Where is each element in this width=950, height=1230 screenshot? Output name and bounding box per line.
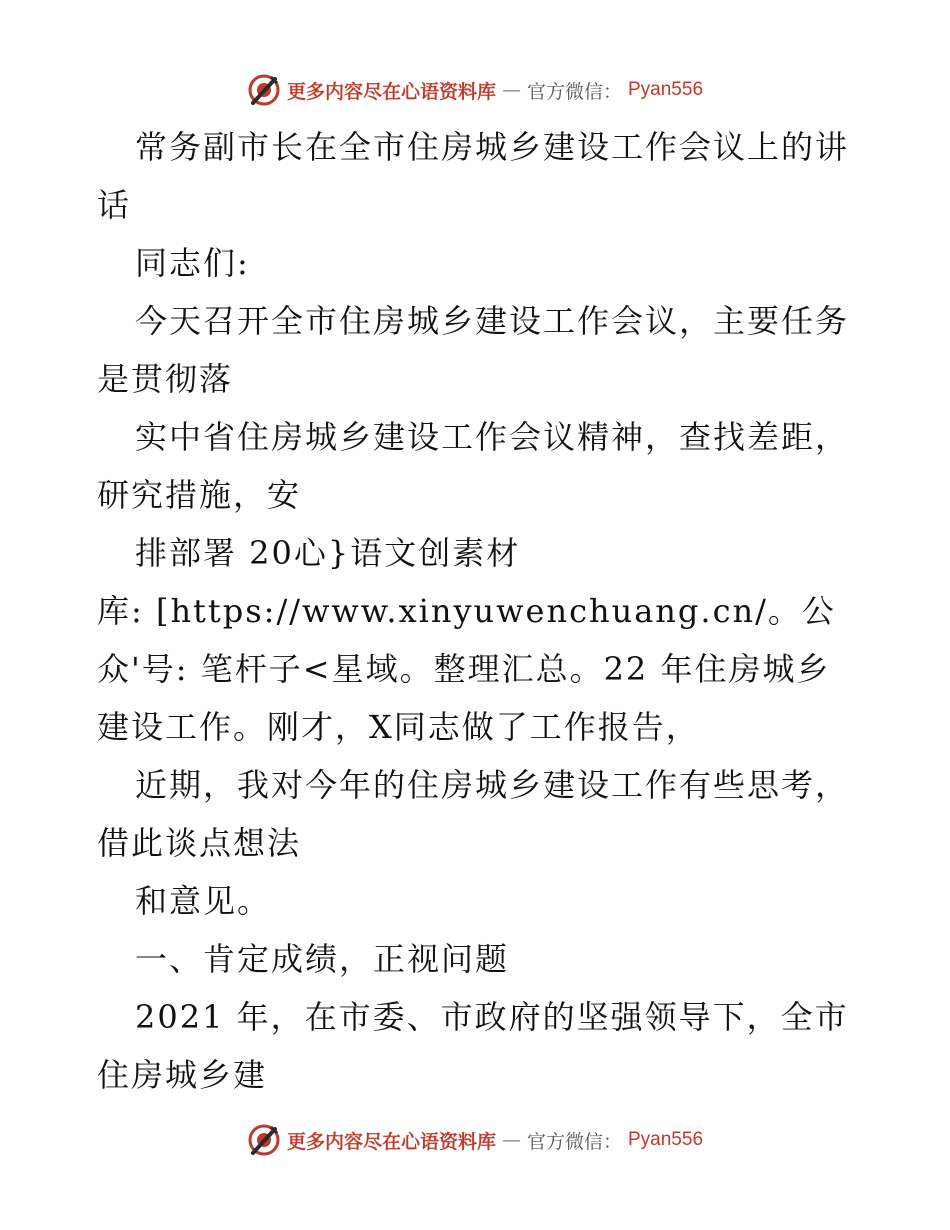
doc-paragraph-line: 是贯彻落	[97, 360, 234, 398]
banner-wechat-label: 官方微信：	[526, 1130, 622, 1153]
doc-paragraph-line: 2021 年，在市委、市政府的坚强领导下，全市	[135, 998, 849, 1036]
doc-paragraph-line: 住房城乡建	[97, 1056, 268, 1094]
doc-paragraph-line: 实中省住房城乡建设工作会议精神，查找差距，	[135, 418, 850, 456]
doc-salutation: 同志们:	[135, 244, 250, 282]
doc-title-line: 常务副市长在全市住房城乡建设工作会议上的讲	[135, 128, 850, 166]
banner-wechat-id: Pyan556	[628, 79, 704, 100]
footer-banner	[0, 1120, 950, 1160]
doc-paragraph-line: 今天召开全市住房城乡建设工作会议，主要任务	[135, 302, 850, 340]
doc-section-heading: 一、肯定成绩，正视问题	[135, 940, 510, 978]
pen-logo-icon	[247, 1123, 281, 1157]
banner-brand-text: 更多内容尽在心语资料库	[286, 80, 496, 103]
banner-brand-text: 更多内容尽在心语资料库	[286, 1130, 496, 1153]
banner-dash: —	[501, 79, 521, 101]
doc-paragraph-line: 近期，我对今年的住房城乡建设工作有些思考，	[135, 766, 850, 804]
doc-title-line: 话	[97, 186, 132, 224]
banner-wechat-id: Pyan556	[628, 1129, 704, 1150]
document-body	[97, 118, 857, 1104]
doc-paragraph-line: 库: [https://www.xinyuwenchuang.cn/。公	[97, 592, 836, 630]
pen-logo-icon	[247, 73, 281, 107]
doc-paragraph-line: 借此谈点想法	[97, 824, 302, 862]
header-banner	[0, 70, 950, 110]
doc-paragraph-line: 研究措施，安	[97, 476, 302, 514]
banner-dash: —	[501, 1129, 521, 1151]
doc-paragraph-line: 和意见。	[135, 882, 272, 920]
doc-paragraph-line: 众'号: 笔杆子<星域。整理汇总。22 年住房城乡	[97, 650, 831, 688]
banner-wechat-label: 官方微信：	[526, 80, 622, 103]
doc-paragraph-line: 排部署 20心}语文创素材	[135, 534, 521, 572]
doc-paragraph-line: 建设工作。刚才，X同志做了工作报告，	[97, 708, 700, 746]
